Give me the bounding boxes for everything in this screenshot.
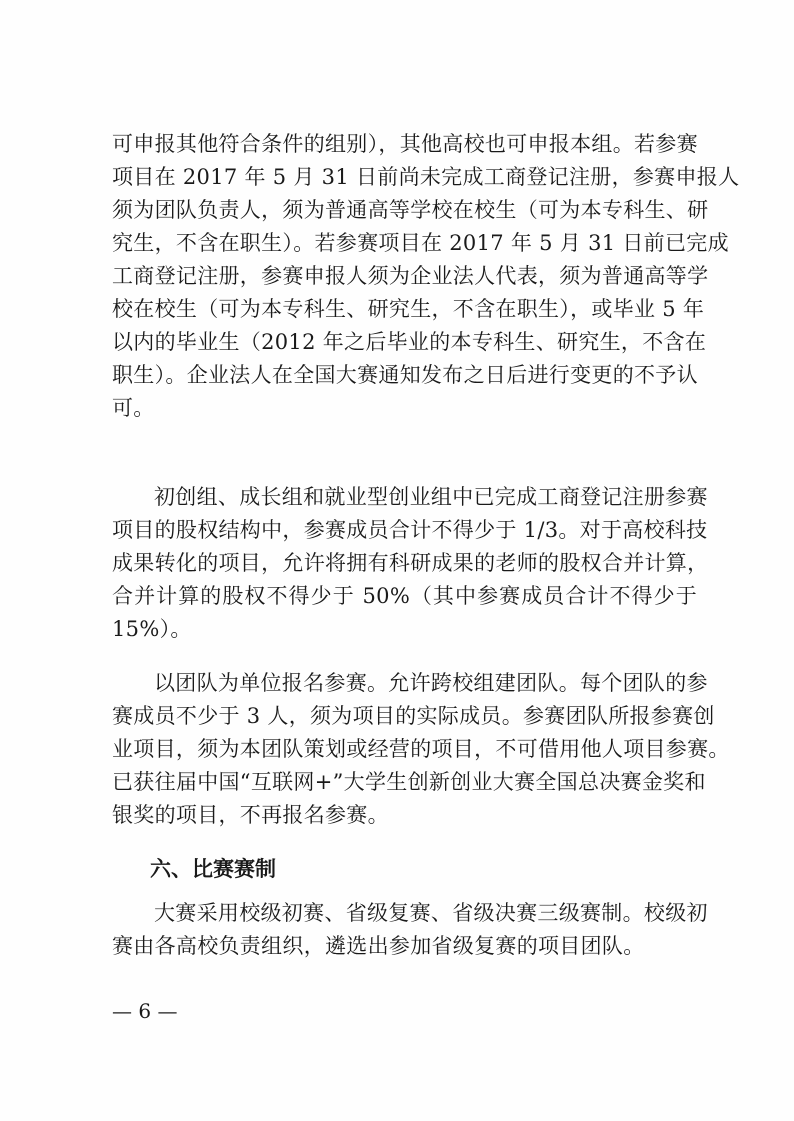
text-line: 以内的毕业生（2012 年之后毕业的本专科生、研究生，不含在 [112, 330, 707, 354]
text-line: 可。 [112, 396, 155, 420]
paragraph-team [112, 667, 730, 832]
text-line: 项目在 2017 年 5 月 31 日前尚未完成工商登记注册，参赛申报人 [112, 165, 740, 189]
text-line: 项目的股权结构中，参赛成员合计不得少于 1/3。对于高校科技 [112, 518, 708, 542]
paragraph-format [112, 897, 708, 963]
text-line: 赛由各高校负责组织，遴选出参加省级复赛的项目团队。 [112, 934, 645, 958]
section-heading: 六、比赛赛制 [150, 857, 276, 881]
text-line: 15%）。 [112, 617, 192, 641]
text-line: 究生，不含在职生）。若参赛项目在 2017 年 5 月 31 日前已完成 [112, 231, 729, 255]
text-line: 须为团队负责人，须为普通高等学校在校生（可为本专科生、研 [112, 198, 709, 222]
text-line: 合并计算的股权不得少于 50%（其中参赛成员合计不得少于 [112, 584, 697, 608]
text-line: 工商登记注册，参赛申报人须为企业法人代表，须为普通高等学 [112, 264, 709, 288]
text-line: 已获往届中国“互联网+”大学生创新创业大赛全国总决赛金奖和 [112, 770, 706, 794]
text-line: 可申报其他符合条件的组别），其他高校也可申报本组。若参赛 [112, 132, 698, 156]
text-line: 大赛采用校级初赛、省级复赛、省级决赛三级赛制。校级初 [154, 901, 708, 925]
text-line: 职生）。企业法人在全国大赛通知发布之日后进行变更的不予认 [112, 363, 698, 387]
text-line: 初创组、成长组和就业型创业组中已完成工商登记注册参赛 [154, 485, 708, 509]
text-line: 以团队为单位报名参赛。允许跨校组建团队。每个团队的参 [154, 671, 708, 695]
page-number: — 6 — [112, 999, 178, 1023]
paragraph-equity [112, 481, 709, 646]
text-line: 业项目，须为本团队策划或经营的项目，不可借用他人项目参赛。 [112, 737, 730, 761]
paragraph-eligibility [112, 128, 740, 425]
text-line: 校在校生（可为本专科生、研究生，不含在职生），或毕业 5 年 [112, 297, 705, 321]
text-line: 赛成员不少于 3 人，须为项目的实际成员。参赛团队所报参赛创 [112, 704, 715, 728]
text-line: 银奖的项目，不再报名参赛。 [112, 803, 389, 827]
text-line: 成果转化的项目，允许将拥有科研成果的老师的股权合并计算， [112, 551, 709, 575]
